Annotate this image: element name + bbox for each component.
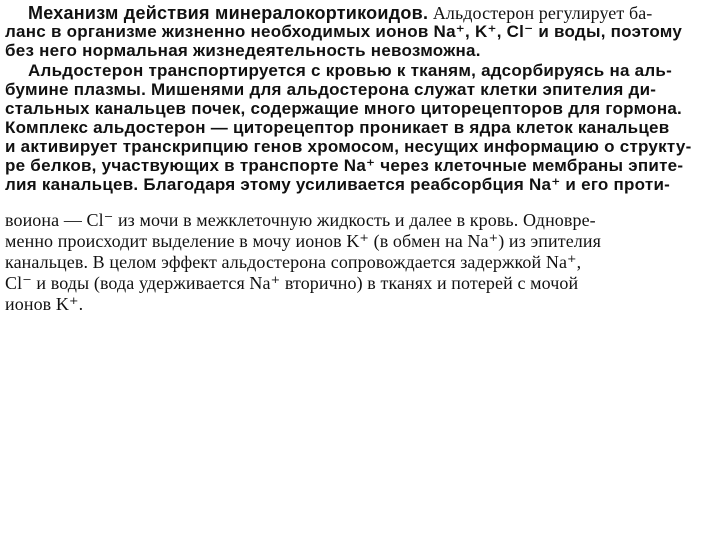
paragraph-1-text: Альдостерон регулирует ба- — [432, 3, 653, 23]
paragraph-3-line-1: воиона — Cl⁻ из мочи в межклеточную жидкость и далее в кровь. Одновре- — [5, 210, 596, 230]
paragraph-2-line-1: Альдостерон транспортируется с кровью к тканям, адсорбируясь на аль- — [28, 61, 673, 80]
paragraph-3-line-3: канальцев. В целом эффект альдостерона сопровождается задержкой Na⁺, — [5, 252, 582, 272]
section-heading: Механизм действия минералокортикоидов. — [28, 3, 429, 23]
paragraph-2-line-6: ре белков, участвующих в транспорте Na⁺ через клеточные мембраны эпите- — [5, 156, 684, 175]
paragraph-1-line-2: ланс в организме жизненно необходимых ионов Na⁺, K⁺, Cl⁻ и воды, поэтому — [5, 22, 683, 41]
paragraph-3-line-2: менно происходит выделение в мочу ионов K⁺ (в обмен на Na⁺) из эпителия — [5, 231, 602, 251]
paragraph-2-line-7: лия канальцев. Благодаря этому усиливается реабсорбция Na⁺ и его проти- — [5, 175, 671, 194]
paragraph-3-line-5: ионов K⁺. — [5, 294, 84, 314]
paragraph-2-line-4: Комплекс альдостерон — циторецептор проникает в ядра клеток канальцев — [5, 118, 670, 137]
paragraph-1-line-3: без него нормальная жизнедеятельность невозможна. — [5, 41, 481, 60]
paragraph-2-line-5: и активирует транскрипцию генов хромосом, несущих информацию о структу- — [5, 137, 692, 156]
paragraph-2-line-2: бумине плазмы. Мишенями для альдостерона служат клетки эпителия ди- — [5, 80, 657, 99]
paragraph-2-line-3: стальных канальцев почек, содержащие много циторецепторов для гормона. — [5, 99, 683, 118]
paragraph-3-line-4: Cl⁻ и воды (вода удерживается Na⁺ вторично) в тканях и потерей с мочой — [5, 273, 579, 293]
paragraph-1-line-1 — [28, 4, 652, 22]
